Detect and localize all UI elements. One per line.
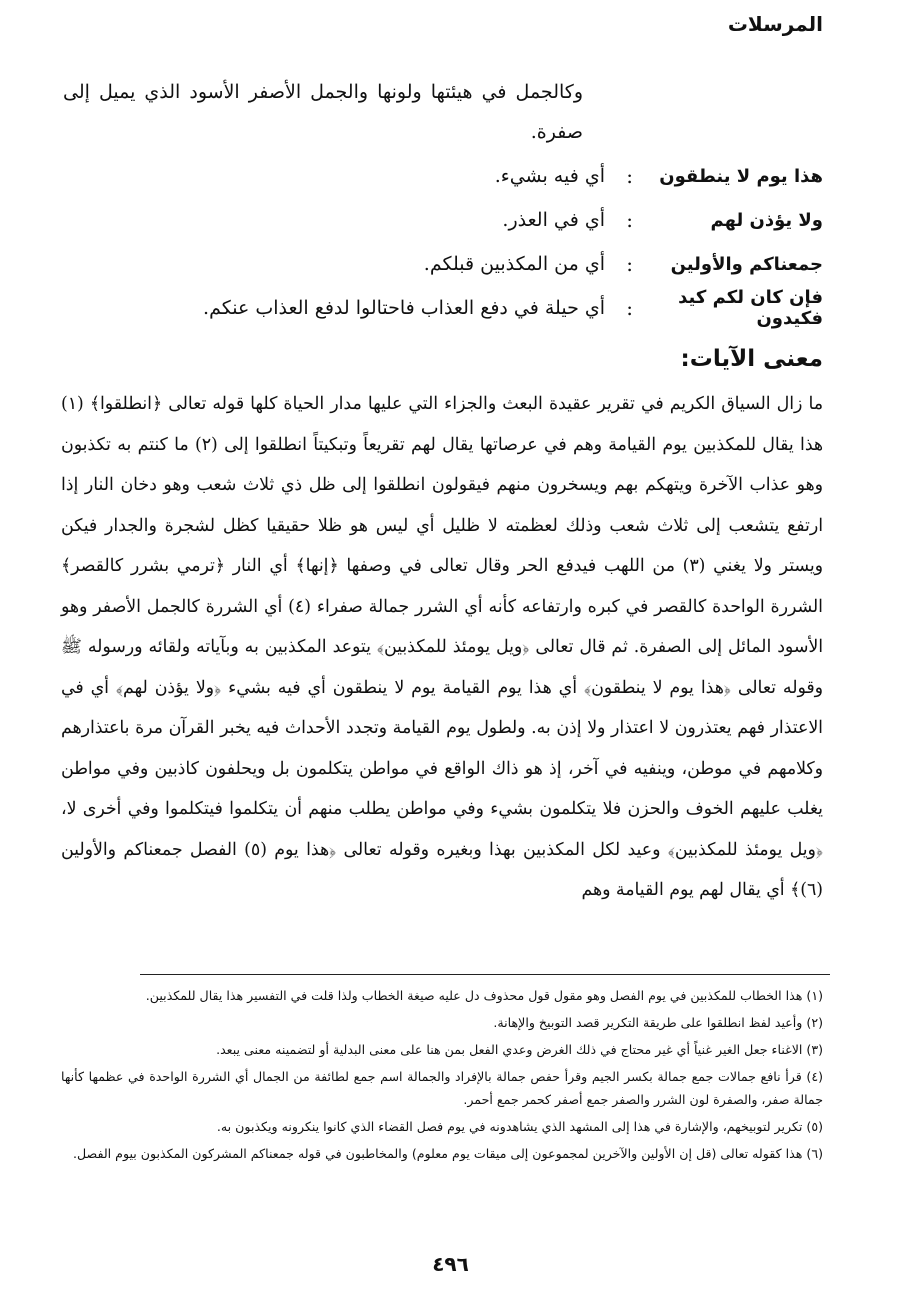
footnotes [61,984,823,1169]
footnote: (٢) وأعيد لفظ انطلقوا على طريقة التكرير قصد التوبيخ والإهانة. [493,1015,823,1030]
glossary-separator: : [626,296,633,320]
glossary-definition: أي في العذر. [502,209,605,231]
body-paragraph: ما زال السياق الكريم في تقرير عقيدة البعث والجزاء التي عليها مدار الحياة كلها قوله تعالى ﴿انطلقوا﴾ (١) هذا يقال للمكذبين يوم القيامة وهم في عرصاتها يقال لهم تقريعاً وتبكيتاً انطلقوا إلى (٢) ما كنتم به تكذبون وهو عذاب الآخرة ويتهكم بهم ويسخرون منهم فيقولون انطلقوا إلى ظل ذي ثلاث شعب وهو دخان النار إذا ارتفع يتشعب إلى ثلاث شعب وذلك لعظمته لا ظليل أي ليس هو ظلا حقيقيا كظل لشجرة والجدار فيكن ويستر ولا يغني (٣) من اللهب فيدفع الحر وقال تعالى في وصفها ﴿إنها﴾ أي النار ﴿ترمي بشرر كالقصر﴾ الشررة الواحدة كالقصر في كبره وارتفاعه كأنه أي الشرر جمالة صفراء (٤) أي الشررة كالجمل الأصفر وهو الأسود المائل إلى الصفرة. ثم قال تعالى ﴿ويل يومئذ للمكذبين﴾ يتوعد المكذبين به وبآياته ولقائه ورسوله ﷺ وقوله تعالى ﴿هذا يوم لا ينطقون﴾ أي هذا يوم القيامة يوم لا ينطقون أي فيه بشيء ﴿ولا يؤذن لهم﴾ أي في الاعتذار فهم يعتذرون لا اعتذار ولا إذن به. ولطول يوم القيامة وتجدد الأحداث فيه يخبر القرآن مرة باعتذارهم وكلامهم في موطن، وينفيه في آخر، إذ هو ذاك الواقع في مواطن يتكلمون بل ويحلفون كاذبين وفي مواطن يغلب عليهم الخوف والحزن فلا يتكلمون بشيء وفي مواطن يطلب منهم أن يتكلموا فيتكلموا وفي أخرى لا، ﴿ويل يومئذ للمكذبين﴾ وعيد لكل المكذبين بهذا وبغيره وقوله تعالى ﴿هذا يوم (٥) الفصل جمعناكم والأولين (٦)﴾ أي يقال لهم يوم القيامة وهم [61,394,823,900]
page-number: ٤٩٦ [432,1252,469,1276]
intro-text: وكالجمل في هيئتها ولونها والجمل الأصفر الأسود الذي يميل إلى صفرة. [63,81,583,143]
glossary-row [63,286,823,330]
footnote: (٦) هذا كقوله تعالى (قل إن الأولين والآخرين لمجموعون إلى ميقات يوم معلوم) والمخاطبون في قوله جمعناكم المشركون المكذبون بيوم الفصل. [73,1146,823,1161]
glossary-term: فإن كان لكم كيد فكيدون [678,287,823,329]
section-body [61,384,823,911]
footnote: (٣) الاغناء جعل الغير غنياً أي غير محتاج في ذلك الغرض وعدي الفعل بمن هنا على معنى البدلية أو لتضمينه معنى يبعد. [216,1042,823,1057]
glossary-term: هذا يوم لا ينطقون [659,165,823,187]
glossary-separator: : [626,164,633,188]
intro-paragraph [63,72,583,152]
glossary-row [63,242,823,286]
glossary-row [63,198,823,242]
footnote: (٤) قرأ نافع جمالات جمع جمالة بكسر الجيم وقرأ حفص جمالة بالإفراد والجمالة اسم جمع لطائفة من الجمال أي الشررة الواحدة في عظمها كأنها جمالة صفر، والصفرة لون الشرر والصفر جمع أصفر كحمر جمع أحمر. [61,1069,823,1107]
glossary-term: جمعناكم والأولين [670,253,823,275]
vocabulary-glossary [63,154,823,330]
glossary-separator: : [626,208,633,232]
glossary-term: ولا يؤذن لهم [710,209,823,231]
glossary-definition: أي من المكذبين قبلكم. [423,253,605,275]
glossary-separator: : [626,252,633,276]
glossary-row [63,154,823,198]
running-header: المرسلات [727,12,823,36]
glossary-definition: أي حيلة في دفع العذاب فاحتالوا لدفع العذاب عنكم. [203,297,605,319]
footnote: (٥) تكرير لتوبيخهم، والإشارة في هذا إلى المشهد الذي يشاهدونه في يوم فصل القضاء الذي كانوا ينكرونه ويكذبون به. [216,1119,823,1134]
footnote: (١) هذا الخطاب للمكذبين في يوم الفصل وهو مقول قول محذوف دل عليه صيغة الخطاب ولذا قلت في التفسير هذا يقال للمكذبين. [145,988,823,1003]
section-heading: معنى الآيات: [680,346,823,372]
glossary-definition: أي فيه بشيء. [494,165,605,187]
footnote-divider [140,974,830,975]
